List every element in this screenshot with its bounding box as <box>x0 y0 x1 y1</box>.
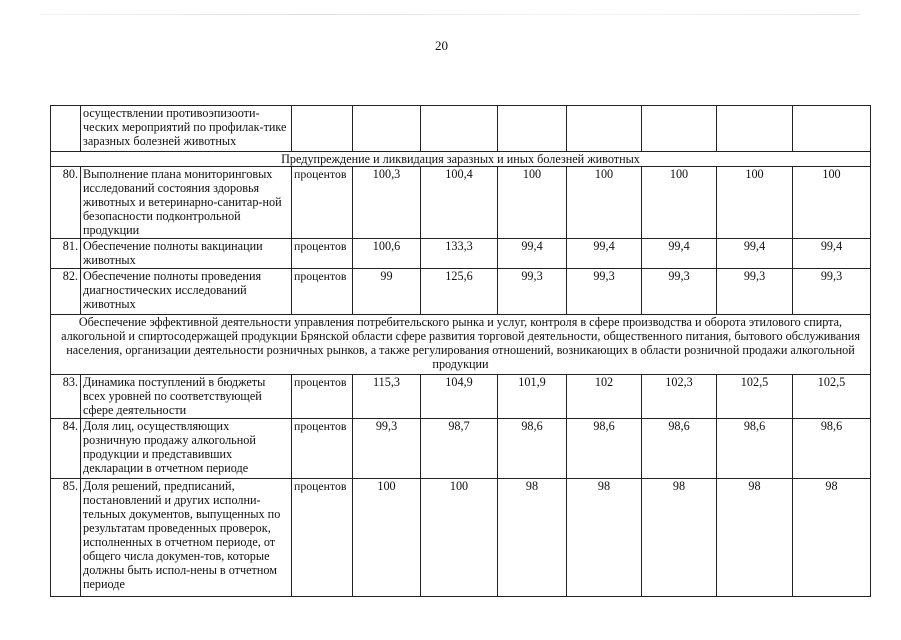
value-cell: 99,3 <box>567 269 642 315</box>
value-cell: 98,7 <box>421 419 498 479</box>
value-cell: 99,3 <box>717 269 793 315</box>
unit-cell <box>292 106 353 152</box>
row-number-cell: 84. <box>51 419 81 479</box>
indicator-name-cell: Обеспечение полноты вакцинации животных <box>81 239 292 269</box>
value-cell: 98,6 <box>642 419 717 479</box>
value-cell: 98 <box>717 479 793 597</box>
value-cell: 102,5 <box>717 375 793 419</box>
section-heading: Предупреждение и ликвидация заразных и иных болезней животных <box>51 152 871 167</box>
value-cell <box>567 106 642 152</box>
value-cell: 99 <box>353 269 421 315</box>
table-row <box>51 269 871 315</box>
page-number: 20 <box>435 38 448 53</box>
value-cell: 99,3 <box>793 269 871 315</box>
value-cell: 99,3 <box>353 419 421 479</box>
value-cell <box>353 106 421 152</box>
table-row <box>51 167 871 239</box>
section-row-animal-diseases <box>51 152 871 167</box>
table-row <box>51 239 871 269</box>
value-cell: 133,3 <box>421 239 498 269</box>
unit-cell: процентов <box>292 479 353 597</box>
value-cell <box>498 106 567 152</box>
indicator-name-cell: осуществлении противоэпизооти-ческих мероприятий по профилак-тике заразных болезней животных <box>81 106 292 152</box>
value-cell: 115,3 <box>353 375 421 419</box>
table-row <box>51 375 871 419</box>
value-cell: 99,4 <box>717 239 793 269</box>
unit-cell: процентов <box>292 375 353 419</box>
row-number-cell <box>51 106 81 152</box>
indicator-name-cell: Динамика поступлений в бюджеты всех уровней по соответствующей сфере деятельности <box>81 375 292 419</box>
value-cell: 100,6 <box>353 239 421 269</box>
value-cell <box>421 106 498 152</box>
value-cell: 99,3 <box>642 269 717 315</box>
table-row <box>51 479 871 597</box>
value-cell: 104,9 <box>421 375 498 419</box>
value-cell: 125,6 <box>421 269 498 315</box>
value-cell: 100,4 <box>421 167 498 239</box>
indicator-name-cell: Выполнение плана мониторинговых исследований состояния здоровья животных и ветеринарно-санитар-ной безопасности подконтрольной продукции <box>81 167 292 239</box>
value-cell: 100 <box>567 167 642 239</box>
value-cell: 98 <box>498 479 567 597</box>
unit-cell: процентов <box>292 239 353 269</box>
value-cell: 100,3 <box>353 167 421 239</box>
row-number-cell: 82. <box>51 269 81 315</box>
value-cell: 102 <box>567 375 642 419</box>
value-cell: 98 <box>793 479 871 597</box>
row-number-cell: 81. <box>51 239 81 269</box>
value-cell: 99,4 <box>642 239 717 269</box>
value-cell <box>717 106 793 152</box>
row-number-cell: 83. <box>51 375 81 419</box>
value-cell: 101,9 <box>498 375 567 419</box>
indicator-name-cell: Обеспечение полноты проведения диагностических исследований животных <box>81 269 292 315</box>
unit-cell: процентов <box>292 167 353 239</box>
value-cell <box>793 106 871 152</box>
table-row <box>51 419 871 479</box>
unit-cell: процентов <box>292 269 353 315</box>
value-cell: 98,6 <box>793 419 871 479</box>
value-cell: 98,6 <box>567 419 642 479</box>
value-cell: 99,4 <box>567 239 642 269</box>
value-cell: 100 <box>498 167 567 239</box>
value-cell: 100 <box>793 167 871 239</box>
value-cell: 100 <box>717 167 793 239</box>
value-cell: 100 <box>353 479 421 597</box>
value-cell <box>642 106 717 152</box>
value-cell: 100 <box>421 479 498 597</box>
value-cell: 102,5 <box>793 375 871 419</box>
section-heading: Обеспечение эффективной деятельности управления потребительского рынка и услуг, контроля в сфере производства и оборота этилового спирта, алкогольной и спиртосодержащей продукции Брянской области сфере развития торговой деятельности, общественного питания, бытового обслуживания населения, организации деятельности розничных рынков, а также регулирования отношений, возникающих в области розничной продажи алкогольной продукции <box>51 315 871 375</box>
row-number-cell: 85. <box>51 479 81 597</box>
value-cell: 99,3 <box>498 269 567 315</box>
value-cell: 99,4 <box>793 239 871 269</box>
indicator-name-cell: Доля решений, предписаний, постановлений и других исполни-тельных документов, выпущенных по результатам проведенных проверок, исполненных в отчетном периоде, от общего числа докумен-тов, которые должны быть испол-нены в отчетном периоде <box>81 479 292 597</box>
value-cell: 100 <box>642 167 717 239</box>
table-row-continuation <box>51 106 871 152</box>
value-cell: 98,6 <box>717 419 793 479</box>
scan-artifact-line <box>40 14 860 15</box>
indicators-table <box>50 105 871 597</box>
value-cell: 102,3 <box>642 375 717 419</box>
row-number-cell: 80. <box>51 167 81 239</box>
value-cell: 98 <box>642 479 717 597</box>
value-cell: 98 <box>567 479 642 597</box>
section-row-consumer-market <box>51 315 871 375</box>
indicator-name-cell: Доля лиц, осуществляющих розничную продажу алкогольной продукции и представивших декларации в отчетном периоде <box>81 419 292 479</box>
unit-cell: процентов <box>292 419 353 479</box>
value-cell: 99,4 <box>498 239 567 269</box>
value-cell: 98,6 <box>498 419 567 479</box>
